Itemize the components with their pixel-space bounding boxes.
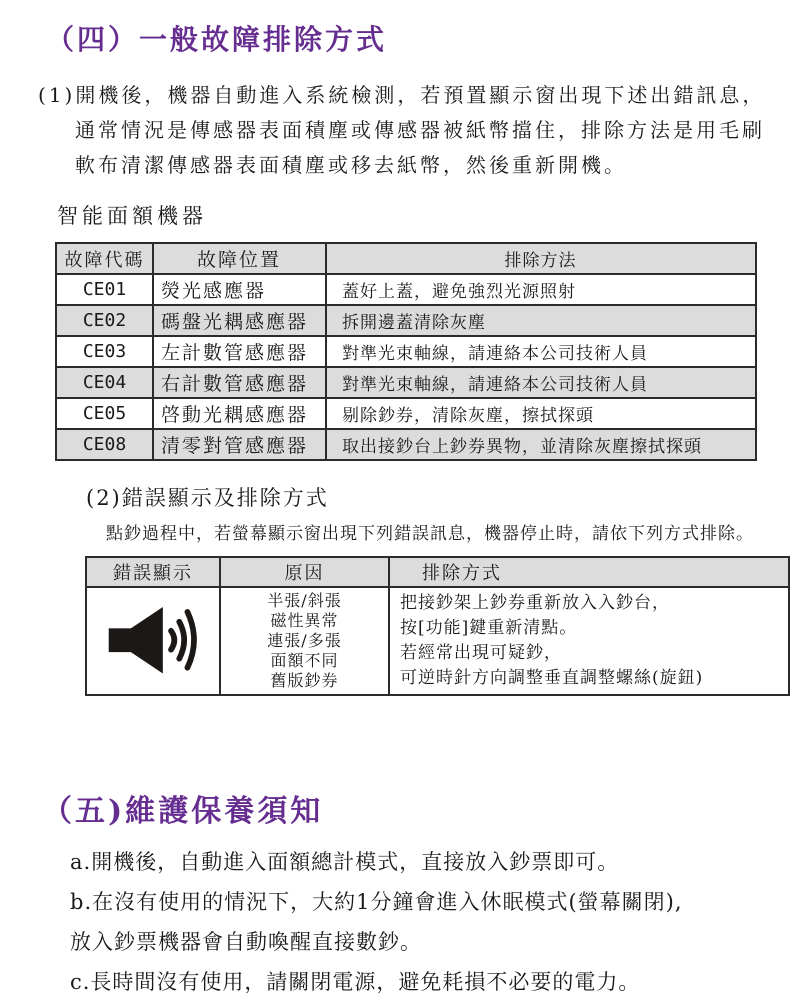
fault-location: 熒光感應器 (153, 274, 326, 305)
cause-line: 半張/斜張 (267, 591, 342, 610)
error-table-header-row (86, 557, 789, 587)
fault-location: 啓動光耦感應器 (153, 398, 326, 429)
fault-code: CE05 (56, 398, 153, 429)
fault-method: 蓋好上蓋，避免強烈光源照射 (326, 274, 756, 305)
cause-line: 磁性異常 (270, 611, 339, 630)
error-table-body-row (86, 587, 789, 695)
fault-method: 拆開邊蓋清除灰塵 (326, 305, 756, 336)
subsection2-paragraph: 點鈔過程中，若螢幕顯示窗出現下列錯誤訊息，機器停止時，請依下列方式排除。 (106, 524, 754, 544)
paragraph1-line1 (38, 78, 778, 113)
cause-line: 面額不同 (270, 651, 339, 670)
table-row (56, 274, 756, 305)
fault-code: CE03 (56, 336, 153, 367)
fault-method: 對準光束軸線，請連絡本公司技術人員 (326, 336, 756, 367)
error-table-header-fix: 排除方式 (389, 557, 789, 587)
fix-line: 把接鈔架上鈔券重新放入入鈔台， (400, 593, 670, 613)
list-item: a.開機後，自動進入面額總計模式，直接放入鈔票即可。 (70, 850, 620, 874)
section4-paragraph1 (38, 78, 778, 183)
fault-table-header-code: 故障代碼 (56, 243, 153, 274)
section4-heading: （四）一般故障排除方式 (46, 23, 388, 56)
paragraph1-line1-text: 開機後，機器自動進入系統檢測，若預置顯示窗出現下述出錯訊息， (75, 83, 766, 107)
fix-line: 按[功能]鍵重新清點。 (400, 618, 578, 638)
list-item: b.在沒有使用的情況下，大約1分鐘會進入休眠模式(螢幕關閉), (70, 890, 683, 914)
fix-line: 可逆時針方向調整垂直調整螺絲(旋鈕) (400, 668, 704, 688)
table-row (56, 367, 756, 398)
fault-table-header-method: 排除方法 (326, 243, 756, 274)
error-table-header-cause: 原因 (220, 557, 389, 587)
fault-method: 取出接鈔台上鈔券異物，並清除灰塵擦拭探頭 (326, 429, 756, 460)
fix-line: 若經常出現可疑鈔， (400, 643, 562, 663)
cause-line: 連張/多張 (267, 631, 342, 650)
fault-location: 右計數管感應器 (153, 367, 326, 398)
fault-code: CE01 (56, 274, 153, 305)
subsection2-heading: (2)錯誤顯示及排除方式 (86, 486, 329, 510)
error-fix-cell (389, 587, 789, 695)
paragraph1-number: (1) (38, 83, 76, 107)
section5-heading: （五)維護保養須知 (42, 794, 324, 829)
fault-method: 剔除鈔券，清除灰塵，擦拭探頭 (326, 398, 756, 429)
fault-location: 左計數管感應器 (153, 336, 326, 367)
cause-line: 舊版鈔券 (270, 671, 339, 690)
fault-code: CE04 (56, 367, 153, 398)
fault-location: 清零對管感應器 (153, 429, 326, 460)
fault-method: 對準光束軸線，請連絡本公司技術人員 (326, 367, 756, 398)
fault-code-table (55, 242, 757, 461)
error-display-cell (86, 587, 220, 695)
table-row (56, 336, 756, 367)
error-cause-cell (220, 587, 389, 695)
table-row (56, 429, 756, 460)
fault-table-header-location: 故障位置 (153, 243, 326, 274)
table-row (56, 398, 756, 429)
paragraph1-line2: 通常情況是傳感器表面積塵或傳感器被紙幣擋住，排除方法是用毛刷 (75, 118, 765, 142)
fault-location: 碼盤光耦感應器 (153, 305, 326, 336)
paragraph1-line3: 軟布清潔傳感器表面積塵或移去紙幣，然後重新開機。 (75, 153, 627, 177)
list-item: 放入鈔票機器會自動喚醒直接數鈔。 (70, 930, 422, 954)
list-item: c.長時間沒有使用，請關閉電源，避免耗損不必要的電力。 (70, 970, 641, 994)
fault-code: CE02 (56, 305, 153, 336)
fault-table-header-row (56, 243, 756, 274)
fault-code: CE08 (56, 429, 153, 460)
table-row (56, 305, 756, 336)
error-display-table (85, 556, 790, 696)
maintenance-list (70, 842, 683, 1002)
fault-table-title: 智能面額機器 (57, 204, 207, 228)
speaker-volume-icon (103, 598, 203, 680)
error-table-header-display: 錯誤顯示 (86, 557, 220, 587)
